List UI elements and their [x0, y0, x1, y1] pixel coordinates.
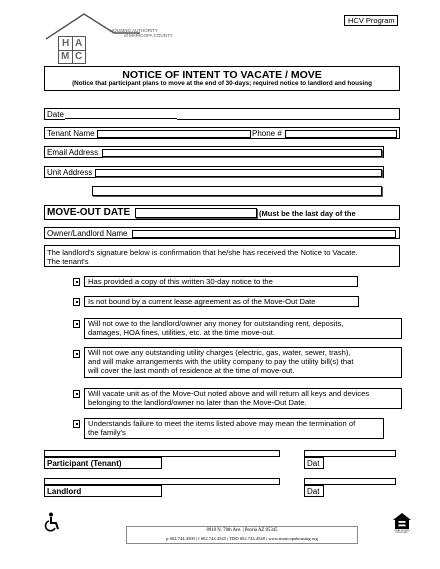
date-row — [44, 108, 400, 120]
item-1-checkbox[interactable] — [73, 278, 80, 286]
item-5-checkbox[interactable] — [73, 390, 80, 398]
page-title: NOTICE OF INTENT TO VACATE / MOVE — [122, 69, 322, 81]
landlord-date-line[interactable] — [304, 478, 396, 485]
logo-grid — [58, 36, 86, 64]
logo-letter-h: H — [62, 38, 70, 49]
email-label: Email Address — [47, 148, 99, 157]
org-name-line2: of MARICOPA COUNTY — [124, 33, 173, 38]
phone-field[interactable] — [285, 130, 397, 138]
footer-contact: p 602.744.4500 | f 602.744.4545 | TDD 602.744.4540 | www.maricopahousing.org — [166, 536, 318, 541]
confirmation-box — [44, 245, 400, 267]
participant-label-box: Participant (Tenant) — [44, 457, 162, 469]
equal-housing-logo — [392, 512, 412, 536]
move-out-date-field[interactable] — [135, 208, 257, 218]
email-row — [44, 146, 384, 158]
confirmation-line1: The landlord's signature below is confirmation that he/she has received the Notice to Vacate. — [47, 248, 358, 257]
item-5: Will vacate unit as of the Move-Out noted above and will return all keys and devices belonging to the landlord/owner no later than the Move-Out Date. — [84, 388, 402, 409]
item-6: Understands failure to meet the items listed above may mean the termination of the family's — [84, 418, 384, 439]
unit-address-field[interactable] — [95, 169, 382, 177]
unit-address-label: Unit Address — [47, 168, 93, 177]
landlord-row — [44, 227, 400, 239]
item-2-checkbox[interactable] — [73, 298, 80, 306]
participant-date-line[interactable] — [304, 450, 396, 457]
landlord-signature-line[interactable] — [44, 478, 280, 485]
logo-letter-c: C — [75, 51, 83, 62]
tenant-name-field[interactable] — [97, 130, 251, 138]
logo-letter-m: M — [61, 51, 70, 62]
page-subtitle: (Notice that participant plans to move at the end of 30-days; required notice to landlord and housing — [72, 80, 372, 87]
hamc-logo — [44, 13, 184, 63]
item-2: Is not bound by a current lease agreement as of the Move-Out Date — [84, 296, 359, 307]
landlord-label-box: Landlord — [44, 485, 162, 497]
wheelchair-accessible-icon — [44, 512, 62, 532]
logo-letter-a: A — [75, 38, 83, 49]
title-box — [44, 66, 400, 91]
date-label: Date — [47, 110, 64, 119]
landlord-date-box: Dat — [304, 485, 324, 497]
item-6-checkbox[interactable] — [73, 420, 80, 428]
email-field[interactable] — [102, 149, 382, 157]
footer-contact-box — [126, 526, 358, 544]
item-3: Will not owe to the landlord/owner any money for outstanding rent, deposits, damages, HOA fines, utilities, etc. at the time move-out. — [84, 318, 402, 339]
landlord-name-label: Owner/Landlord Name — [47, 229, 128, 238]
program-badge: HCV Program — [344, 15, 398, 26]
equal-housing-icon — [392, 512, 412, 530]
move-out-label: MOVE-OUT DATE — [47, 207, 131, 218]
org-name-line1: HOUSING AUTHORITY — [110, 28, 159, 33]
phone-label: Phone # — [252, 129, 282, 138]
landlord-name-field[interactable] — [132, 230, 396, 238]
participant-signature-line[interactable] — [44, 450, 280, 457]
move-out-row — [44, 205, 400, 220]
item-1: Has provided a copy of this written 30-day notice to the — [84, 276, 358, 287]
date-field[interactable] — [65, 118, 177, 120]
eho-label: EQUAL HOUSING OPPORTUNITY — [394, 530, 410, 534]
tenant-name-label: Tenant Name — [47, 129, 95, 138]
item-4: Will not owe any outstanding utility charges (electric, gas, water, sewer, trash), and will make arrangements with the utility company to pay the utility bill(s) that will cover the last month of residence at the time of move-out. — [84, 347, 402, 378]
item-3-checkbox[interactable] — [73, 320, 80, 328]
tenant-row — [44, 127, 400, 139]
participant-date-box: Dat — [304, 457, 324, 469]
footer-address: 8910 N. 78th Ave. | Peoria AZ 85345 — [206, 528, 278, 533]
confirmation-line2: The tenant's — [47, 257, 89, 266]
unit-address-field-line2[interactable] — [92, 186, 382, 196]
unit-address-row — [44, 166, 384, 178]
move-out-note: (Must be the last day of the — [259, 209, 356, 218]
item-4-checkbox[interactable] — [73, 350, 80, 358]
